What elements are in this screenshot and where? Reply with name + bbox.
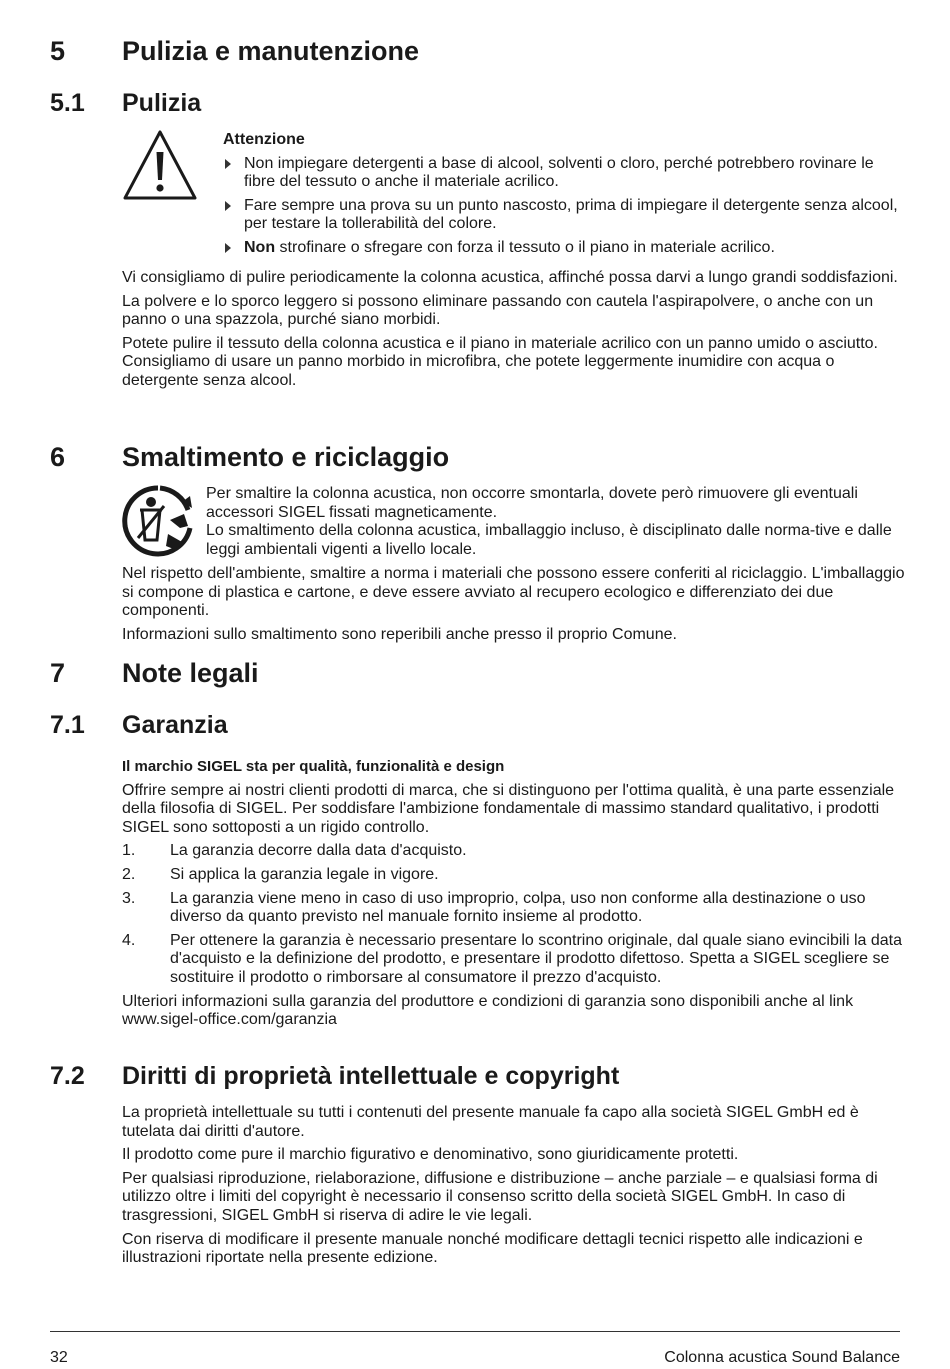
paragraph: Consigliamo di usare un panno morbido in microfibra, che potete leggermente inumidire con acqua o detergente senza alcool.: [122, 353, 835, 389]
paragraph: Nel rispetto dell'ambiente, smaltire a norma i materiali che possono essere conferiti al riciclaggio. L'imballaggio si compone di plastica e cartone, e deve essere avviato al recupero ecologico e differenziato dei due componenti.: [122, 565, 905, 620]
list-item: 3. La garanzia viene meno in caso di uso improprio, colpa, uso non conforme alla destinazione o uso diverso da quanto previsto nel manuale fornito insieme al prodotto.: [122, 889, 866, 926]
list-item: 4. Per ottenere la garanzia è necessario presentare lo scontrino originale, dal quale siano evincibili la data d'acquisto e la definizione del prodotto, e presentare il prodotto difettoso. Spetta a SIGEL scegliere se sostituire il prodotto o rimborsare al consumatore il prezzo d'acquisto.: [122, 931, 902, 986]
page-number: 32: [50, 1349, 68, 1366]
paragraph: Informazioni sullo smaltimento sono reperibili anche presso il proprio Comune.: [122, 625, 677, 643]
paragraph: Lo smaltimento della colonna acustica, imballaggio incluso, è disciplinato dalle norma-tive e dalle leggi ambientali vigenti a livello locale.: [206, 522, 892, 558]
paragraph: Offrire sempre ai nostri clienti prodotti di marca, che si distinguono per l'ottima qualità, è una parte essenziale della filosofia di SIGEL. Per soddisfare l'ambizione fondamentale di massimo standard qualitativo, i prodotti SIGEL sono sottoposti a un rigido controllo.: [122, 781, 895, 836]
footer-divider: [50, 1331, 900, 1332]
attention-list: [223, 155, 903, 258]
disposal-icon-text: [206, 485, 906, 564]
list-item: Non strofinare o sfregare con forza il tessuto o il piano in materiale acrilico.: [223, 239, 903, 258]
warning-triangle-icon: [122, 128, 198, 209]
paragraph: Il prodotto come pure il marchio figurativo e denominativo, sono giuridicamente protetti.: [122, 1146, 739, 1164]
warranty-text: [122, 758, 907, 1035]
paragraph: Potete pulire il tessuto della colonna acustica e il piano in materiale acrilico con un panno umido o asciutto.: [122, 334, 878, 352]
list-item: 2. Si applica la garanzia legale in vigore.: [122, 865, 439, 883]
paragraph: Per qualsiasi riproduzione, rielaborazione, diffusione e distribuzione – anche parziale – e qualsiasi forma di utilizzo oltre i limiti del copyright è necessario il consenso scritto della società SIGEL GmbH. In caso di trasgressioni, SIGEL GmbH si riserva di adire le vie legali.: [122, 1169, 878, 1224]
bullet-arrow-icon: [225, 243, 231, 253]
paragraph: Vi consigliamo di pulire periodicamente la colonna acustica, affinché possa darvi a lungo grandi soddisfazioni.: [122, 269, 898, 286]
paragraph: Per smaltire la colonna acustica, non occorre smontarla, dovete però rimuovere gli eventuali accessori SIGEL fissati magneticamente.: [206, 485, 858, 521]
paragraph: La proprietà intellettuale su tutti i contenuti del presente manuale fa capo alla società SIGEL GmbH ed è tutelata dai diritti d'autore.: [122, 1104, 859, 1140]
disposal-text: [122, 565, 907, 649]
footer-product-name: Colonna acustica Sound Balance: [664, 1349, 900, 1366]
paragraph: Con riserva di modificare il presente manuale nonché modificare dettagli tecnici rispetto alle indicazioni e illustrazioni riportate nella presente edizione.: [122, 1230, 863, 1267]
paragraph: Ulteriori informazioni sulla garanzia del produttore e condizioni di garanzia sono disponibili anche al link www.sigel-office.com/garanzia: [122, 992, 854, 1029]
cleaning-text: [122, 269, 907, 396]
recycling-icon: [120, 484, 196, 563]
warranty-subtitle: Il marchio SIGEL sta per qualità, funzionalità e design: [122, 758, 505, 775]
list-item: Fare sempre una prova su un punto nascosto, prima di impiegare il detergente senza alcool, per testare la tollerabilità del colore.: [223, 197, 903, 234]
list-item: Non impiegare detergenti a base di alcool, solventi o cloro, perché potrebbero rovinare le fibre del tessuto o anche il materiale acrilico.: [223, 155, 903, 192]
bullet-arrow-icon: [225, 201, 231, 211]
warranty-list: [122, 842, 907, 987]
copyright-text: [122, 1104, 907, 1273]
bullet-arrow-icon: [225, 159, 231, 169]
attention-box: [223, 131, 903, 263]
attention-title: Attenzione: [223, 131, 305, 148]
list-item: 1. La garanzia decorre dalla data d'acquisto.: [122, 842, 467, 860]
paragraph: La polvere e lo sporco leggero si possono eliminare passando con cautela l'aspirapolvere, o anche con un panno o una spazzola, purché siano morbidi.: [122, 292, 874, 329]
